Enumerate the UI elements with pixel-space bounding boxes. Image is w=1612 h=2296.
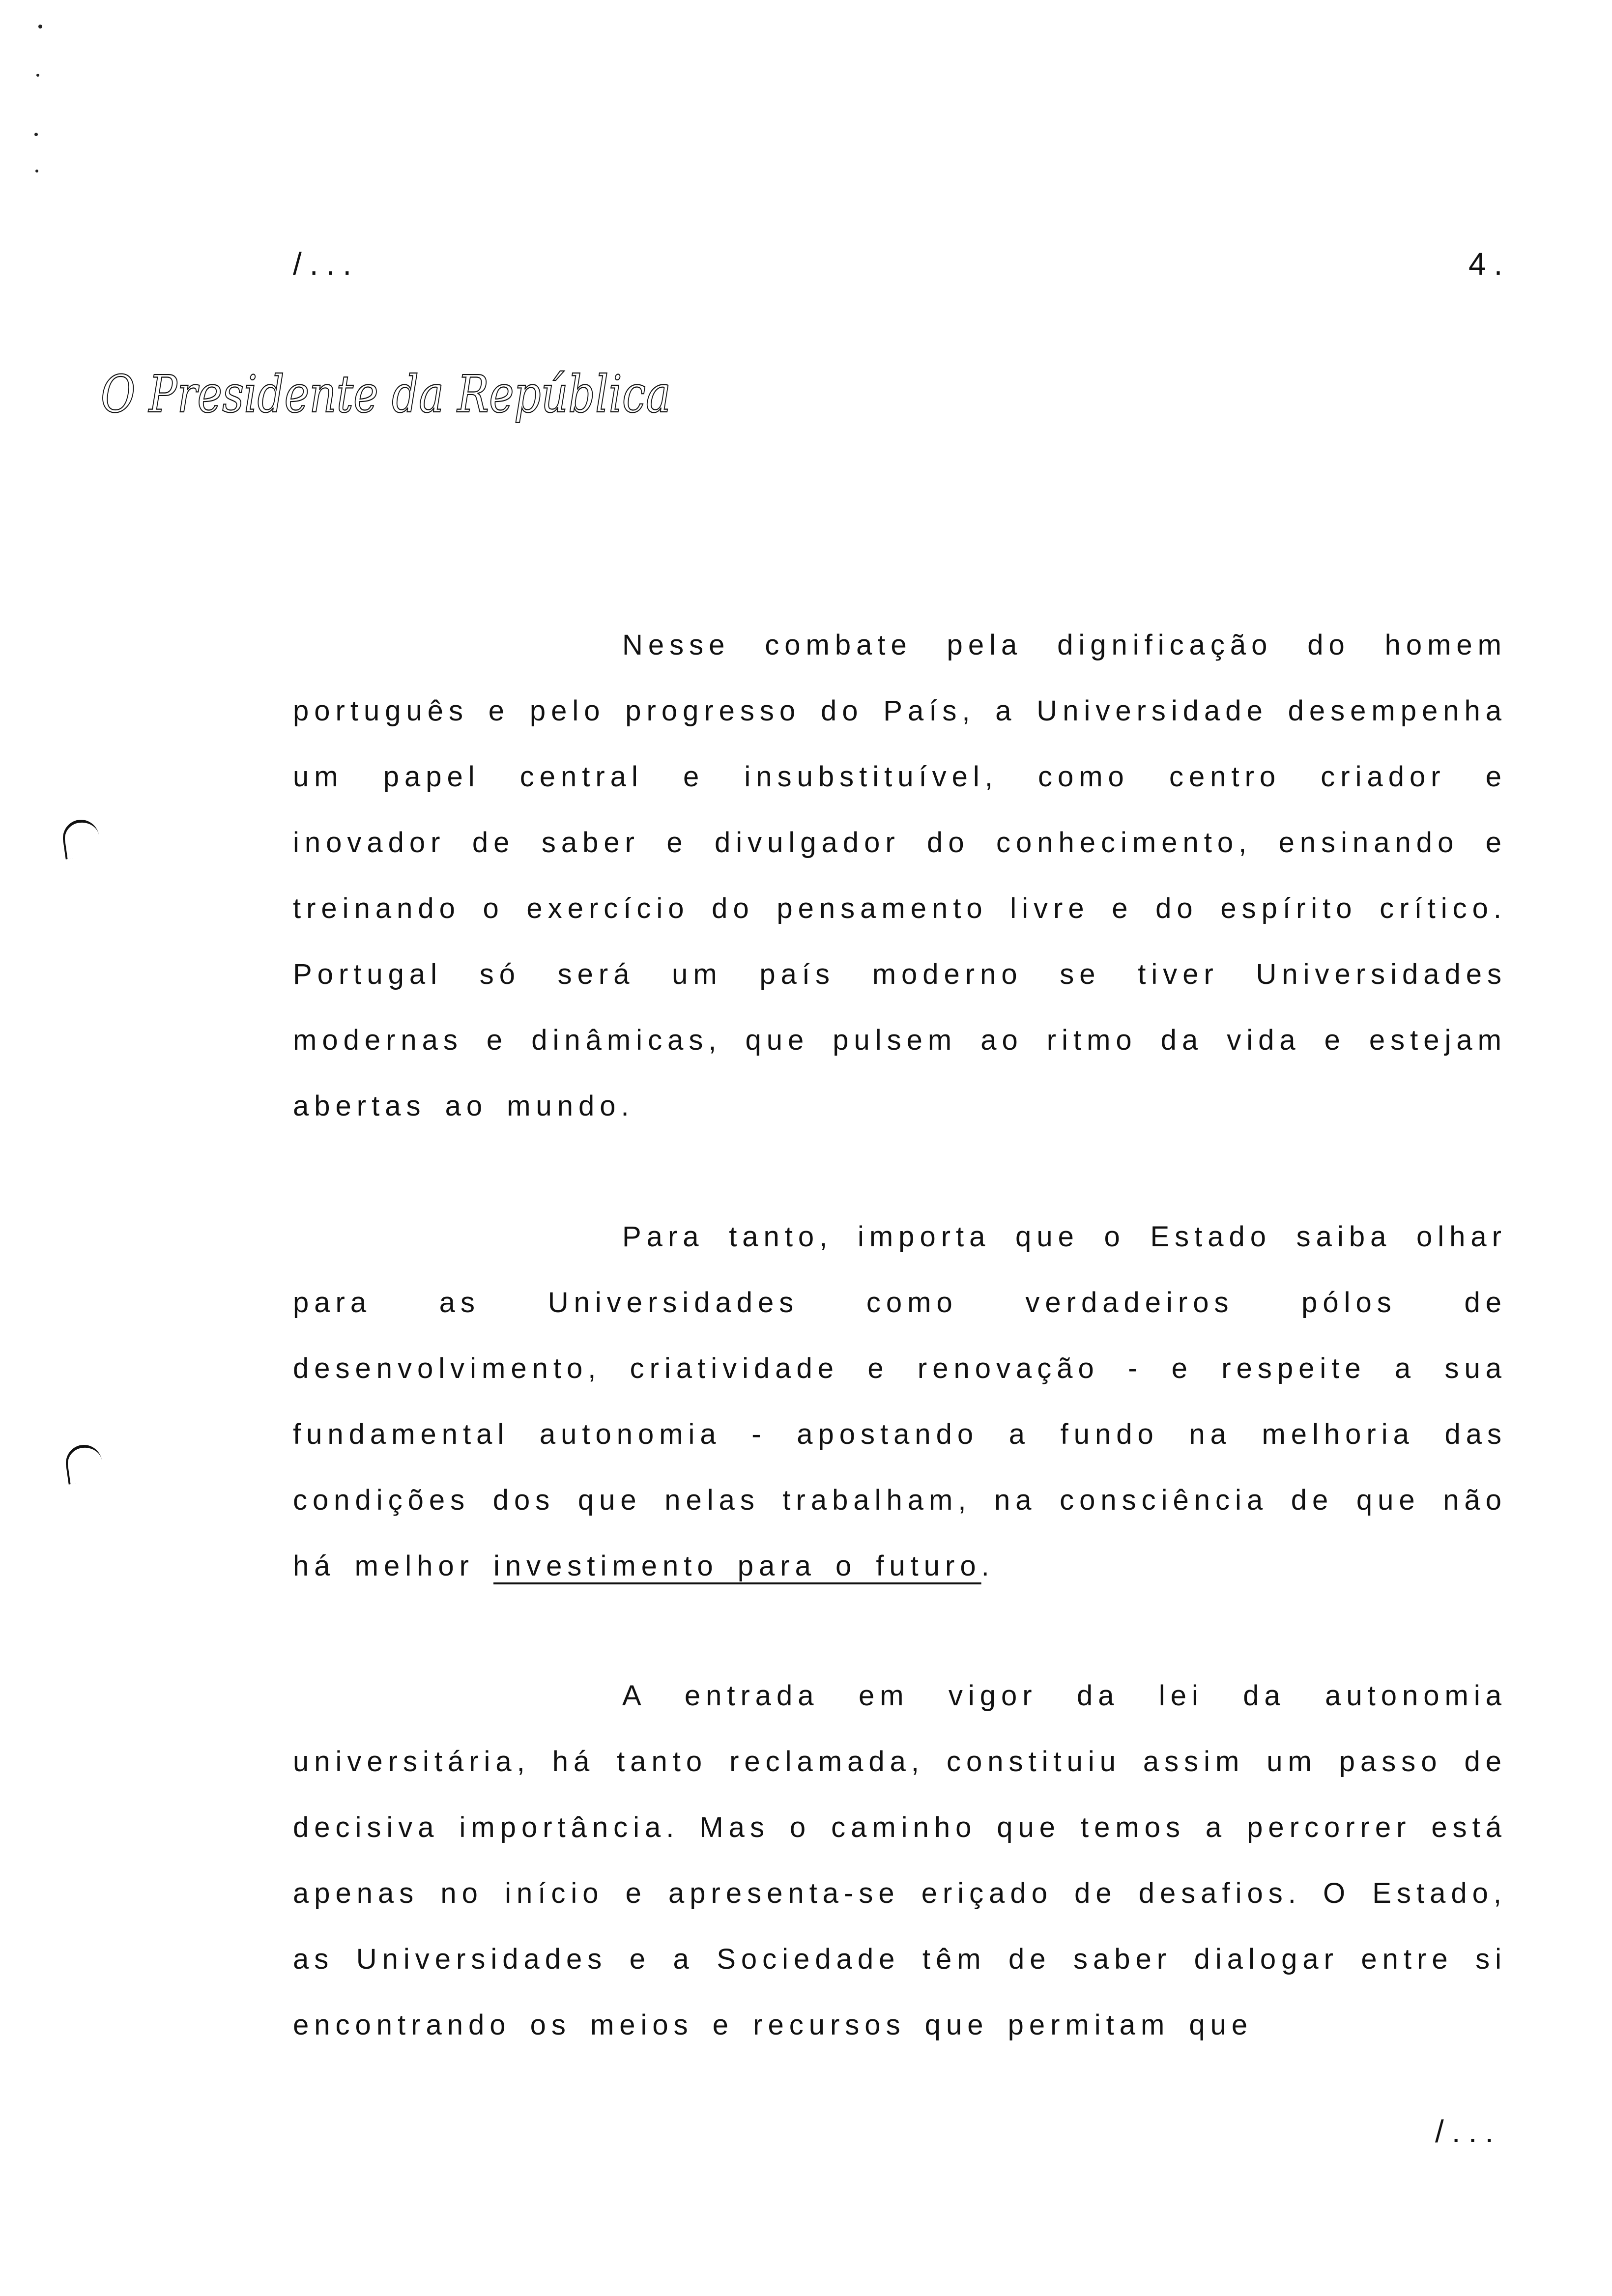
presidential-letterhead (96, 354, 676, 432)
paragraph-text (293, 1204, 1507, 1599)
punch-hole-mark (60, 817, 102, 860)
paragraph-3 (293, 1663, 1507, 2058)
continuation-mark-bottom: /... (1435, 2114, 1502, 2149)
paragraph-2 (293, 1204, 1507, 1599)
continuation-mark-top: /... (293, 246, 360, 282)
paragraph-1 (293, 612, 1507, 1139)
scan-dot (38, 25, 42, 29)
page-number: 4. (1468, 246, 1511, 282)
paragraph-text-end: . (981, 1550, 995, 1582)
paragraph-text-part: Para tanto, importa que o Estado saiba olhar para as Universidades como verdadeiros pólos de desenvolvimento, criatividade e renovação - e respeite a sua fundamental autonomia - apostando a fundo na melhoria das condições dos que nelas trabalham, na consciência de que não há melhor (293, 1221, 1507, 1582)
punch-hole-mark (63, 1442, 105, 1485)
underlined-phrase: investimento para o futuro (493, 1550, 981, 1582)
scan-dot (34, 133, 38, 136)
scan-dot (36, 74, 39, 77)
letterhead-text: O Presidente da República (101, 364, 671, 424)
paragraph-text: A entrada em vigor da lei da autonomia universitária, há tanto reclamada, constituiu assim um passo de decisiva importância. Mas o caminho que temos a percorrer está apenas no início e apresenta-se eriçado de desafios. O Estado, as Universidades e a Sociedade têm de saber dialogar entre si encontrando os meios e recursos que permitam que (293, 1680, 1507, 2041)
paragraph-text: Nesse combate pela dignificação do homem português e pelo progresso do País, a Universidade desempenha um papel central e insubstituível, como centro criador e inovador de saber e divulgador do conhecimento, ensinando e treinando o exercício do pensamento livre e do espírito crítico. Portugal só será um país moderno se tiver Universidades modernas e dinâmicas, que pulsem ao ritmo da vida e estejam abertas ao mundo. (293, 629, 1507, 1122)
scan-dot (35, 170, 38, 172)
